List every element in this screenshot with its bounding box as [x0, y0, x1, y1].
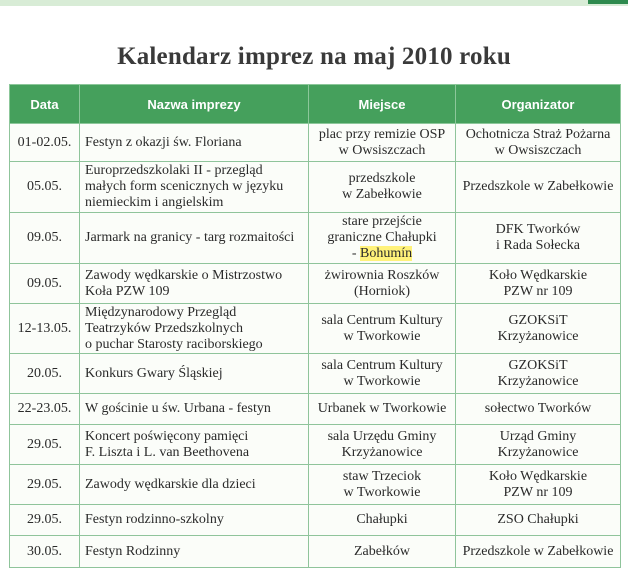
event-date: 09.05.	[10, 213, 80, 264]
event-name-line: Jarmark na granicy - targ rozmaitości	[85, 230, 295, 245]
event-name-line: małych form scenicznych w języku	[85, 179, 284, 194]
event-name	[80, 124, 309, 162]
event-organizer	[456, 124, 621, 162]
event-place-line: w Tworkowie	[343, 328, 421, 344]
event-name-line: o puchar Starosty raciborskiego	[85, 336, 263, 352]
event-organizer-line: GZOKSiT	[508, 357, 568, 373]
event-place-line: w Tworkowie	[343, 373, 421, 389]
event-date: 01-02.05.	[10, 124, 80, 162]
table-row	[10, 264, 621, 304]
event-place	[309, 394, 456, 425]
event-organizer-line: w Owsiszczach	[494, 142, 582, 158]
event-organizer	[456, 536, 621, 568]
column-header-event-name: Nazwa imprezy	[80, 85, 309, 124]
event-place	[309, 162, 456, 213]
column-header-date: Data	[10, 85, 80, 124]
event-place-line: Zabełków	[354, 543, 410, 559]
table-row	[10, 354, 621, 394]
event-organizer-line: i Rada Sołecka	[496, 238, 580, 253]
highlighted-text: Bohumín	[360, 246, 413, 261]
event-name	[80, 304, 309, 354]
table-row	[10, 505, 621, 536]
event-name-line: Festyn rodzinno-szkolny	[85, 512, 224, 527]
event-place	[309, 425, 456, 465]
event-place-line: (Horniok)	[354, 283, 410, 299]
event-organizer	[456, 465, 621, 505]
event-name	[80, 264, 309, 304]
event-place-line: przedszkole	[348, 171, 416, 186]
event-organizer-line: Krzyżanowice	[497, 373, 579, 389]
event-organizer	[456, 505, 621, 536]
event-organizer-line: Ochotnicza Straż Pożarna	[465, 126, 611, 142]
event-place-line: Urbanek w Tworkowie	[317, 401, 447, 416]
event-organizer	[456, 304, 621, 354]
top-decorative-rule	[0, 0, 628, 6]
event-organizer	[456, 394, 621, 425]
event-name	[80, 465, 309, 505]
event-place-line: żwirownia Roszków	[324, 267, 440, 283]
event-date: 05.05.	[10, 162, 80, 213]
event-name	[80, 425, 309, 465]
event-name-line: Koła PZW 109	[85, 283, 170, 299]
event-name	[80, 536, 309, 568]
event-organizer-line: Krzyżanowice	[497, 444, 579, 460]
event-organizer-line: PZW nr 109	[503, 484, 573, 500]
event-name	[80, 213, 309, 264]
event-place-line: sala Centrum Kultury	[321, 357, 443, 373]
table-body	[10, 124, 621, 568]
event-place-line: stare przejście	[342, 214, 422, 229]
event-date: 09.05.	[10, 264, 80, 304]
table-header-row	[10, 85, 621, 124]
event-place	[309, 213, 456, 264]
event-organizer-line: Krzyżanowice	[497, 328, 579, 344]
event-name	[80, 354, 309, 394]
event-date: 29.05.	[10, 505, 80, 536]
event-date: 12-13.05.	[10, 304, 80, 354]
event-name-line: Międzynarodowy Przegląd	[85, 304, 237, 320]
event-place	[309, 465, 456, 505]
event-organizer	[456, 213, 621, 264]
table-row	[10, 162, 621, 213]
table-row	[10, 213, 621, 264]
event-organizer	[456, 425, 621, 465]
event-place	[309, 505, 456, 536]
event-organizer	[456, 264, 621, 304]
event-name	[80, 394, 309, 425]
event-place	[309, 304, 456, 354]
event-date: 30.05.	[10, 536, 80, 568]
event-place-line: w Owsiszczach	[338, 142, 426, 158]
event-date: 29.05.	[10, 425, 80, 465]
table-row	[10, 304, 621, 354]
event-date: 29.05.	[10, 465, 80, 505]
event-organizer-line: ZSO Chałupki	[497, 512, 579, 527]
table-row	[10, 124, 621, 162]
event-name-line: Festyn z okazji św. Floriana	[85, 134, 242, 150]
event-name-line: Europrzedszkolaki II - przegląd	[85, 163, 263, 178]
event-organizer-line: sołectwo Tworków	[484, 401, 592, 416]
event-date: 20.05.	[10, 354, 80, 394]
event-organizer	[456, 354, 621, 394]
event-name-line: Zawody wędkarskie dla dzieci	[85, 476, 256, 492]
table-row	[10, 425, 621, 465]
event-organizer-line: Urząd Gminy	[499, 428, 577, 444]
event-organizer-line: Przedszkole w Zabełkowie	[462, 179, 614, 194]
event-place	[309, 264, 456, 304]
event-place-line: staw Trzeciok	[342, 468, 422, 484]
event-place	[309, 124, 456, 162]
event-place	[309, 354, 456, 394]
event-place-line: Krzyżanowice	[341, 444, 423, 460]
events-calendar-table	[9, 84, 621, 568]
event-name-line: Koncert poświęcony pamięci	[85, 428, 249, 444]
event-place-line: plac przy remizie OSP	[318, 126, 446, 142]
table-row	[10, 394, 621, 425]
column-header-organizer: Organizator	[456, 85, 621, 124]
event-name	[80, 162, 309, 213]
event-place-line: sala Centrum Kultury	[321, 312, 443, 328]
event-place-line: - Bohumín	[351, 246, 413, 261]
event-name-line: Zawody wędkarskie o Mistrzostwo	[85, 267, 283, 283]
event-place-line: w Zabełkowie	[342, 187, 422, 202]
event-organizer	[456, 162, 621, 213]
event-name	[80, 505, 309, 536]
event-name-line: F. Liszta i L. van Beethovena	[85, 444, 250, 460]
event-place-line: graniczne Chałupki	[327, 230, 437, 245]
event-date: 22-23.05.	[10, 394, 80, 425]
event-name-line: niemieckim i angielskim	[85, 195, 224, 210]
event-organizer-line: GZOKSiT	[508, 312, 568, 328]
event-place	[309, 536, 456, 568]
event-place-line: sala Urzędu Gminy	[327, 428, 437, 444]
event-name-line: Teatrzyków Przedszkolnych	[85, 320, 244, 336]
page-title: Kalendarz imprez na maj 2010 roku	[117, 42, 511, 70]
table-row	[10, 536, 621, 568]
event-organizer-line: Przedszkole w Zabełkowie	[462, 543, 614, 559]
event-organizer-line: Koło Wędkarskie	[488, 267, 588, 283]
event-name-line: Konkurs Gwary Śląskiej	[85, 365, 223, 381]
event-organizer-line: Koło Wędkarskie	[488, 468, 588, 484]
event-place-line: Chałupki	[356, 512, 408, 527]
event-organizer-line: PZW nr 109	[503, 283, 573, 299]
event-name-line: Festyn Rodzinny	[85, 543, 181, 559]
column-header-place: Miejsce	[309, 85, 456, 124]
table-row	[10, 465, 621, 505]
event-name-line: W gościnie u św. Urbana - festyn	[85, 401, 271, 416]
event-place-line: w Tworkowie	[343, 484, 421, 500]
event-organizer-line: DFK Tworków	[495, 222, 581, 237]
